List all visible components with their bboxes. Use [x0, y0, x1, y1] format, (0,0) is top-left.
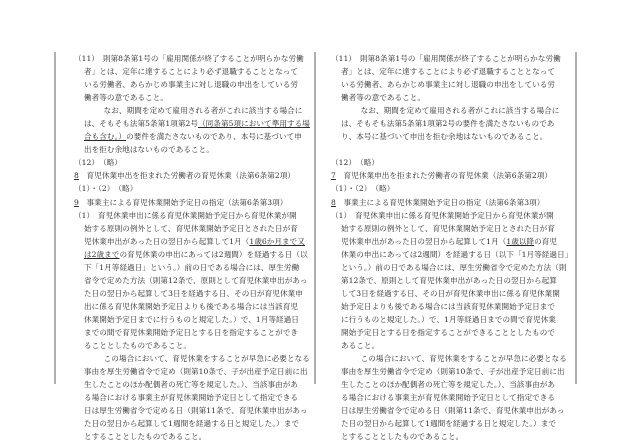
line-text: り、本号に基づいて申出を拒む余地はないものであること。: [341, 132, 548, 142]
line-text: の育児休業の申出にあっては2週間）を経過する日（以: [119, 249, 308, 259]
text-line: [74, 222, 310, 235]
text-line: [74, 326, 310, 339]
text-line: [74, 378, 310, 391]
underlined-text: 9: [74, 197, 79, 207]
text-line: [74, 339, 310, 352]
text-line: [331, 117, 572, 130]
text-line: [74, 300, 310, 313]
text-line: [74, 156, 310, 169]
left-column-text: [74, 52, 310, 443]
line-text: 事由を厚生労働省令で定め（則第10条で、子が出産予定日前に出: [84, 367, 308, 377]
text-line: [331, 287, 572, 300]
text-line: [331, 378, 572, 391]
text-line: [74, 209, 310, 222]
text-line: [331, 417, 572, 430]
line-text: 日は厚生労働省令で定める日（則第11条で、育児休業申出があっ: [341, 406, 565, 416]
line-text: の育児: [534, 236, 558, 246]
text-line: [331, 52, 572, 65]
line-text: 休業開始予定日までに行うものと規定した。）で、1月等経過日: [84, 314, 299, 324]
line-text: （12） （略）: [74, 158, 123, 168]
line-text: ることとしたものであること。: [84, 341, 192, 351]
text-line: [331, 339, 572, 352]
line-text: 第12条で、原則として育児休業申出があった日の翌日から起算: [341, 275, 557, 285]
line-text: 事業主による育児休業開始予定日の指定（法第6条第3項）: [335, 197, 545, 207]
text-line: [74, 52, 310, 65]
text-line: [331, 169, 572, 182]
line-text: は、そもそも法第5条第1項第2号の要件を満たさないものであ: [341, 119, 555, 129]
line-text: して3日を経過する日、その日が育児休業申出に係る育児休業開: [341, 288, 560, 298]
text-line: [331, 300, 572, 313]
text-line: [331, 130, 572, 143]
line-text: （1）・（2） （略）: [74, 184, 138, 194]
text-line: [74, 143, 310, 156]
underlined-text: （同条第5項において準用する場: [198, 119, 310, 129]
text-line: [331, 313, 572, 326]
line-text: た日の翌日から起算して1週間を経過する日と規定した。）まで: [84, 419, 300, 429]
text-line: [331, 65, 572, 78]
line-text: た日の翌日から起算して3日を経過する日、その日が育児休業申: [84, 288, 303, 298]
text-line: [74, 248, 310, 261]
text-line: [331, 248, 572, 261]
text-line: [331, 222, 572, 235]
text-line: [74, 274, 310, 287]
text-line: [74, 104, 310, 117]
line-text: という。）前の日である場合には、厚生労働省令で定めた方法（則: [341, 262, 567, 272]
line-text: 休業の申出にあっては2週間）を経過する日（以下「1月等経過日」: [341, 249, 573, 259]
text-line: [331, 104, 572, 117]
line-text: た日の翌日から起算して1週間を経過する日と規定した。）まで: [341, 419, 557, 429]
text-line: [74, 365, 310, 378]
line-text: （1） 育児休業申出に係る育児休業開始予定日から育児休業が開: [74, 210, 297, 220]
line-text: 生したことのほか配偶者の死亡等を規定した。）、当該事由があ: [341, 380, 556, 390]
line-text: とすることとしたものであること。: [341, 432, 464, 442]
text-line: [74, 261, 310, 274]
line-text: 生したことのほか配偶者の死亡等を規定した。）、当該事由があ: [84, 380, 299, 390]
underlined-text: 合も含む。）: [84, 132, 127, 142]
line-text: に行うものと規定した。）で、1月等経過日までの間で育児休業: [341, 314, 556, 324]
text-line: [331, 352, 572, 365]
line-text: なお、期間を定めて雇用される者がこれに該当する場合に: [96, 106, 303, 116]
line-text: 育児休業申出を拒まれた労働者の育児休業（法第6条第2項）: [335, 171, 553, 181]
line-text: いる労働者、あらかじめ事業主に対し退職の申出をしている労: [84, 80, 299, 90]
line-text: あること。: [341, 341, 380, 351]
text-line: [331, 391, 572, 404]
text-line: [74, 391, 310, 404]
line-text: この場合において、育児休業をすることが早急に必要となる: [96, 354, 310, 364]
underlined-text: 1歳6か月まで又: [249, 236, 305, 246]
text-line: [74, 404, 310, 417]
line-text: 出を拒む余地はないものであること。: [84, 145, 214, 155]
text-line: [331, 365, 572, 378]
text-line: [331, 274, 572, 287]
line-text: 児休業申出があった日の翌日から起算して1月（: [341, 236, 507, 246]
line-text: 始する原則の例外として、育児休業開始予定日とされた日が育: [341, 223, 555, 233]
underlined-text: 8: [74, 171, 79, 181]
line-text: は、そもそも法第5条第1項第2号: [84, 119, 199, 129]
text-line: [331, 91, 572, 104]
underlined-text: 7: [331, 171, 336, 181]
text-line: [331, 430, 572, 443]
text-line: [74, 430, 310, 443]
line-text: 者」とは、定年に達することにより必ず退職することとなって: [341, 67, 556, 77]
line-text: 出に係る育児休業開始予定日よりも後である場合には当該育児: [84, 301, 299, 311]
text-line: [331, 261, 572, 274]
text-line: [331, 182, 572, 195]
line-text: の要件を満たさないものであり、本号に基づいて申: [126, 132, 302, 142]
text-line: [74, 130, 310, 143]
text-line: [74, 169, 310, 182]
text-line: [74, 91, 310, 104]
line-text: 事由を厚生労働省令で定め（則第10条で、子が出産予定日前に出: [341, 367, 565, 377]
line-text: （11） 則第8条第1号の「雇用関係が終了することが明らかな労働: [74, 54, 304, 63]
line-text: （12） （略）: [331, 158, 380, 168]
line-text: 働者等の意であること。: [84, 93, 169, 103]
text-line: [74, 313, 310, 326]
line-text: （1） 育児休業申出に係る育児休業開始予定日から育児休業が開: [331, 210, 554, 220]
line-text: この場合において、育児休業をすることが早急に必要となる: [353, 354, 567, 364]
text-line: [331, 235, 572, 248]
line-text: 児休業申出があった日の翌日から起算して1月（: [84, 236, 250, 246]
text-line: [74, 78, 310, 91]
right-column-text: [331, 52, 572, 443]
text-line: [331, 404, 572, 417]
line-text: 始する原則の例外として、育児休業開始予定日とされた日が育: [84, 223, 298, 233]
line-text: 事業主による育児休業開始予定日の指定（法第6条第3項）: [78, 197, 288, 207]
text-line: [331, 156, 572, 169]
line-text: 日は厚生労働省令で定める日（則第11条で、育児休業申出があっ: [84, 406, 308, 416]
text-line: [74, 196, 310, 209]
text-line: [331, 326, 572, 339]
underlined-text: 1歳以降: [506, 236, 535, 246]
text-line: [74, 417, 310, 430]
text-line: [331, 143, 572, 156]
left-column-revised: [54, 52, 316, 442]
text-line: [74, 352, 310, 365]
text-line: [74, 287, 310, 300]
text-line: [74, 117, 310, 130]
text-line: [74, 182, 310, 195]
text-line: [74, 65, 310, 78]
line-text: （11） 則第8条第1号の「雇用関係が終了することが明らかな労働: [331, 54, 561, 63]
line-text: とすることとしたものであること。: [84, 432, 207, 442]
line-text: 始予定日よりも後である場合には当該育児休業開始予定日まで: [341, 301, 556, 311]
underlined-text: は2歳まで: [84, 249, 120, 259]
line-text: 育児休業申出を拒まれた労働者の育児休業（法第6条第2項）: [78, 171, 296, 181]
line-text: 者」とは、定年に達することにより必ず退職することとなって: [84, 67, 299, 77]
text-line: [74, 235, 310, 248]
line-text: る場合における事業主が育児休業開始予定日として指定できる: [84, 393, 299, 403]
text-line: [331, 78, 572, 91]
line-text: る場合における事業主が育児休業開始予定日として指定できる: [341, 393, 556, 403]
line-text: までの間で育児休業開始予定日とする日を指定することができ: [84, 327, 299, 337]
line-text: 省令で定めた方法（則第12条で、原則として育児休業申出があっ: [84, 275, 308, 285]
text-line: [331, 209, 572, 222]
underlined-text: 8: [331, 197, 336, 207]
line-text: 働者等の意であること。: [341, 93, 426, 103]
line-text: いる労働者、あらかじめ事業主に対し退職の申出をしている労: [341, 80, 556, 90]
right-column-current: [319, 52, 577, 442]
line-text: 下「1月等経過日」という。）前の日である場合には、厚生労働: [84, 262, 300, 272]
line-text: 開始予定日とする日を指定することができることとしたもので: [341, 327, 556, 337]
line-text: なお、期間を定めて雇用される者がこれに該当する場合に: [353, 106, 560, 116]
line-text: （1）・（2） （略）: [331, 184, 395, 194]
text-line: [331, 196, 572, 209]
